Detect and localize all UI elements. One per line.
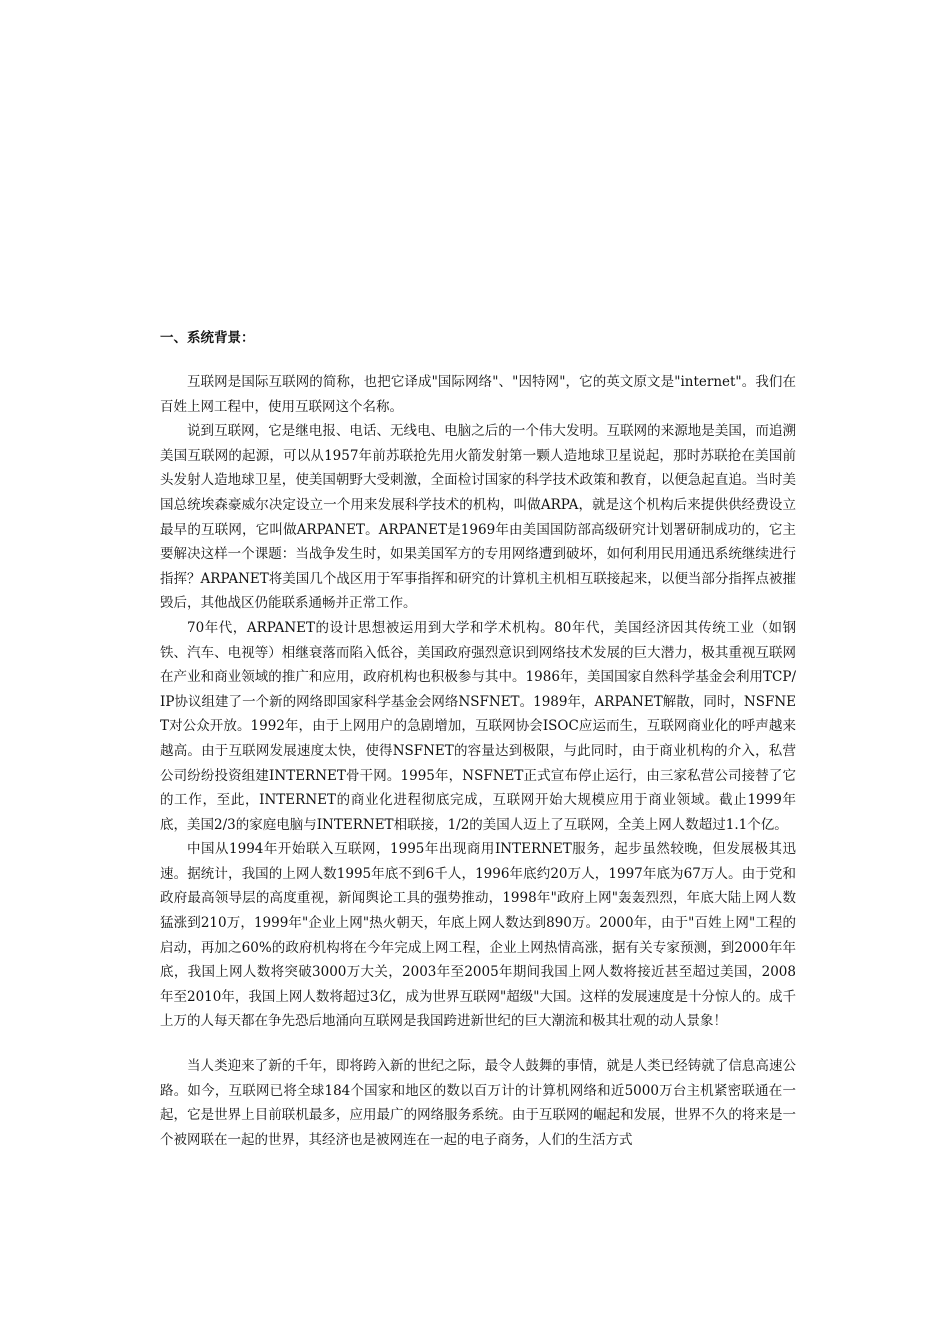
paragraph-gap [160, 1034, 796, 1054]
paragraph-history: 70年代，ARPANET的设计思想被运用到大学和学术机构。80年代，美国经济因其传统工业（如钢铁、汽车、电视等）相继衰落而陷入低谷，美国政府强烈意识到网络技术发展的巨大潜力，极其重视互联网在产业和商业领域的推广和应用，政府机构也积极参与其中。1986年，美国国家自然科学基金会利用TCP/IP协议组建了一个新的网络即国家科学基金会网络NSFNET。1989年，ARPANET解散，同时，NSFNET对公众开放。1992年，由于上网用户的急剧增加，互联网协会ISOC应运而生，互联网商业化的呼声越来越高。由于互联网发展速度太快，使得NSFNET的容量达到极限，与此同时，由于商业机构的介入，私营公司纷纷投资组建INTERNET骨干网。1995年，NSFNET正式宣布停止运行，由三家私营公司接替了它的工作，至此，INTERNET的商业化进程彻底完成，互联网开始大规模应用于商业领域。截止1999年底，美国2/3的家庭电脑与INTERNET相联接，1/2的美国人迈上了互联网，全美上网人数超过1.1个亿。 [160, 619, 796, 833]
paragraph-intro: 互联网是国际互联网的简称，也把它译成"国际网络"、"因特网"，它的英文原文是"internet"。我们在百姓上网工程中，使用互联网这个名称。 [160, 374, 796, 415]
paragraph-closing: 当人类迎来了新的千年，即将跨入新的世纪之际，最令人鼓舞的事情，就是人类已经铸就了信息高速公路。如今，互联网已将全球184个国家和地区的数以百万计的计算机网络和近5000万台主机紧密联通在一起，它是世界上目前联机最多，应用最广的网络服务系统。由于互联网的崛起和发展，世界不久的将来是一个被网联在一起的世界，其经济也是被网连在一起的电子商务，人们的生活方式 [160, 1058, 796, 1148]
paragraph-origin: 说到互联网，它是继电报、电话、无线电、电脑之后的一个伟大发明。互联网的来源地是美国，而追溯美国互联网的起源，可以从1957年前苏联抢先用火箭发射第一颗人造地球卫星说起，那时苏联抢在美国前头发射人造地球卫星，使美国朝野大受刺激，全面检讨国家的科学技术政策和教育，以便急起直追。当时美国总统埃森豪威尔决定设立一个用来发展科学技术的机构，叫做ARPA，就是这个机构后来提供供经费设立最早的互联网，它叫做ARPANET。ARPANET是1969年由美国国防部高级研究计划署研制成功的，它主要解决这样一个课题：当战争发生时，如果美国军方的专用网络遭到破坏，如何利用民用通迅系统继续进行指挥？ARPANET将美国几个战区用于军事指挥和研究的计算机主机相互联接起来，以便当部分指挥点被摧毁后，其他战区仍能联系通畅并正常工作。 [160, 423, 796, 612]
paragraph-china: 中国从1994年开始联入互联网，1995年出现商用INTERNET服务，起步虽然较晚，但发展极其迅速。据统计，我国的上网人数1995年底不到6千人，1996年底约20万人，1997年底为67万人。由于党和政府最高领导层的高度重视，新闻舆论工具的强势推动，1998年"政府上网"轰轰烈烈，年底大陆上网人数猛涨到210万，1999年"企业上网"热火朝天，年底上网人数达到890万。2000年，由于"百姓上网"工程的启动，再加之60%的政府机构将在今年完成上网工程，企业上网热情高涨，据有关专家预测，到2000年年底，我国上网人数将突破3000万大关，2003年至2005年期间我国上网人数将接近甚至超过美国，2008年至2010年，我国上网人数将超过3亿，成为世界互联网"超级"大国。这样的发展速度是十分惊人的。成千上万的人每天都在争先恐后地涌向互联网是我国跨进新世纪的巨大潮流和极其壮观的动人景象！ [160, 841, 796, 1030]
section-heading: 一、系统背景： [160, 330, 255, 346]
document-body [160, 326, 796, 1152]
